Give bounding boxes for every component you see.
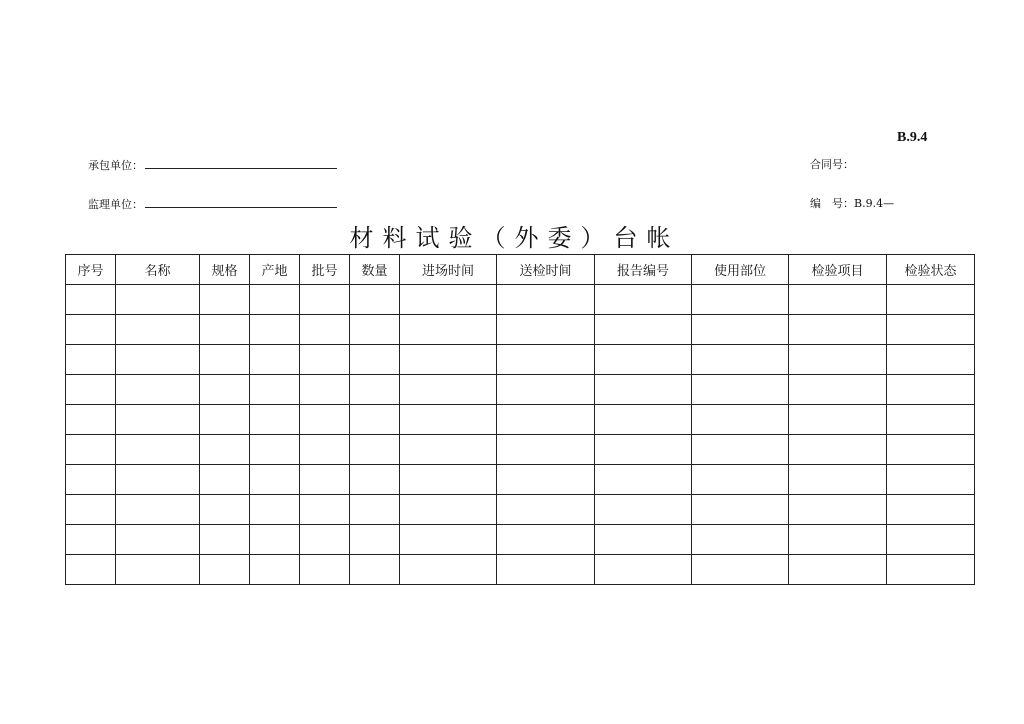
table-cell[interactable] <box>250 495 300 525</box>
table-cell[interactable] <box>595 405 692 435</box>
table-row <box>66 375 975 405</box>
form-code: B.9.4 <box>897 130 928 145</box>
table-cell[interactable] <box>595 465 692 495</box>
table-cell[interactable] <box>200 405 250 435</box>
table-cell[interactable] <box>789 345 887 375</box>
table-cell[interactable] <box>887 285 975 315</box>
table-cell[interactable] <box>789 555 887 585</box>
table-cell[interactable] <box>400 495 497 525</box>
table-cell[interactable] <box>497 495 595 525</box>
table-cell[interactable] <box>350 375 400 405</box>
supervisor-field <box>88 197 337 212</box>
table-cell[interactable] <box>300 405 350 435</box>
table-cell[interactable] <box>250 375 300 405</box>
table-cell[interactable] <box>400 465 497 495</box>
table-cell[interactable] <box>66 285 116 315</box>
table-cell[interactable] <box>116 315 200 345</box>
column-header: 检验状态 <box>887 255 975 285</box>
column-header: 规格 <box>200 255 250 285</box>
table-cell[interactable] <box>116 405 200 435</box>
table-cell[interactable] <box>350 405 400 435</box>
table-cell[interactable] <box>789 435 887 465</box>
table-row <box>66 435 975 465</box>
table-cell[interactable] <box>66 435 116 465</box>
table-cell[interactable] <box>200 285 250 315</box>
table-cell[interactable] <box>116 435 200 465</box>
table-cell[interactable] <box>595 315 692 345</box>
table-cell[interactable] <box>66 525 116 555</box>
table-cell[interactable] <box>116 285 200 315</box>
column-header: 进场时间 <box>400 255 497 285</box>
table-cell[interactable] <box>789 405 887 435</box>
table-row <box>66 315 975 345</box>
table-cell[interactable] <box>350 285 400 315</box>
table-cell[interactable] <box>692 375 789 405</box>
table-cell[interactable] <box>350 525 400 555</box>
table-cell[interactable] <box>789 315 887 345</box>
table-cell[interactable] <box>300 345 350 375</box>
table-cell[interactable] <box>497 555 595 585</box>
table-cell[interactable] <box>350 465 400 495</box>
column-header: 送检时间 <box>497 255 595 285</box>
column-header: 序号 <box>66 255 116 285</box>
table-cell[interactable] <box>400 315 497 345</box>
table-cell[interactable] <box>300 375 350 405</box>
ledger-title: 材料试验（外委）台帐 <box>349 224 680 252</box>
table-cell[interactable] <box>200 465 250 495</box>
table-cell[interactable] <box>200 495 250 525</box>
table-cell[interactable] <box>789 495 887 525</box>
column-header: 使用部位 <box>692 255 789 285</box>
table-cell[interactable] <box>116 465 200 495</box>
table-cell[interactable] <box>116 525 200 555</box>
table-cell[interactable] <box>887 435 975 465</box>
table-cell[interactable] <box>400 345 497 375</box>
table-cell[interactable] <box>66 315 116 345</box>
table-cell[interactable] <box>200 315 250 345</box>
table-cell[interactable] <box>692 495 789 525</box>
table-cell[interactable] <box>200 375 250 405</box>
column-header: 数量 <box>350 255 400 285</box>
table-cell[interactable] <box>497 405 595 435</box>
table-cell[interactable] <box>497 435 595 465</box>
table-cell[interactable] <box>300 465 350 495</box>
table-cell[interactable] <box>595 495 692 525</box>
table-cell[interactable] <box>400 375 497 405</box>
table-cell[interactable] <box>595 435 692 465</box>
supervisor-label: 监理单位： <box>88 198 143 211</box>
table-cell[interactable] <box>692 555 789 585</box>
column-header: 批号 <box>300 255 350 285</box>
column-header: 产地 <box>250 255 300 285</box>
table-cell[interactable] <box>66 345 116 375</box>
contractor-label: 承包单位： <box>88 159 143 172</box>
table-cell[interactable] <box>789 525 887 555</box>
number-label: 编 号：B.9.4— <box>810 197 895 210</box>
ledger-table <box>65 254 975 585</box>
table-cell[interactable] <box>350 555 400 585</box>
table-cell[interactable] <box>887 375 975 405</box>
table-cell[interactable] <box>200 555 250 585</box>
table-row <box>66 525 975 555</box>
table-cell[interactable] <box>66 405 116 435</box>
table-cell[interactable] <box>300 315 350 345</box>
table-cell[interactable] <box>497 285 595 315</box>
ledger-body <box>66 285 975 585</box>
contract-no-label: 合同号： <box>810 158 854 171</box>
table-cell[interactable] <box>692 405 789 435</box>
table-cell[interactable] <box>200 435 250 465</box>
table-cell[interactable] <box>789 375 887 405</box>
table-cell[interactable] <box>200 525 250 555</box>
table-row <box>66 345 975 375</box>
table-cell[interactable] <box>887 465 975 495</box>
table-cell[interactable] <box>116 495 200 525</box>
table-row <box>66 555 975 585</box>
table-cell[interactable] <box>300 285 350 315</box>
table-cell[interactable] <box>400 435 497 465</box>
table-cell[interactable] <box>200 345 250 375</box>
table-cell[interactable] <box>692 315 789 345</box>
table-cell[interactable] <box>595 345 692 375</box>
column-header: 检验项目 <box>789 255 887 285</box>
table-cell[interactable] <box>595 285 692 315</box>
table-cell[interactable] <box>692 525 789 555</box>
table-cell[interactable] <box>692 435 789 465</box>
table-cell[interactable] <box>887 525 975 555</box>
table-cell[interactable] <box>595 525 692 555</box>
table-row <box>66 495 975 525</box>
table-cell[interactable] <box>350 315 400 345</box>
table-cell[interactable] <box>789 285 887 315</box>
table-cell[interactable] <box>250 315 300 345</box>
table-cell[interactable] <box>66 555 116 585</box>
table-row <box>66 405 975 435</box>
table-cell[interactable] <box>400 525 497 555</box>
header-row <box>66 255 975 285</box>
table-cell[interactable] <box>250 435 300 465</box>
table-cell[interactable] <box>497 375 595 405</box>
table-cell[interactable] <box>692 345 789 375</box>
column-header: 名称 <box>116 255 200 285</box>
table-cell[interactable] <box>250 465 300 495</box>
table-cell[interactable] <box>250 345 300 375</box>
contractor-field <box>88 158 337 173</box>
table-cell[interactable] <box>400 405 497 435</box>
table-cell[interactable] <box>497 465 595 495</box>
table-cell[interactable] <box>66 495 116 525</box>
table-cell[interactable] <box>300 555 350 585</box>
contract-no-field <box>810 158 854 172</box>
table-cell[interactable] <box>350 435 400 465</box>
table-cell[interactable] <box>66 375 116 405</box>
table-cell[interactable] <box>887 555 975 585</box>
table-cell[interactable] <box>250 285 300 315</box>
table-cell[interactable] <box>350 495 400 525</box>
table-row <box>66 465 975 495</box>
table-cell[interactable] <box>300 435 350 465</box>
table-cell[interactable] <box>350 345 400 375</box>
table-cell[interactable] <box>887 495 975 525</box>
table-cell[interactable] <box>116 555 200 585</box>
table-cell[interactable] <box>497 525 595 555</box>
table-cell[interactable] <box>595 375 692 405</box>
table-cell[interactable] <box>887 405 975 435</box>
table-cell[interactable] <box>116 345 200 375</box>
table-cell[interactable] <box>400 555 497 585</box>
table-cell[interactable] <box>66 465 116 495</box>
table-cell[interactable] <box>250 525 300 555</box>
contractor-input-line[interactable] <box>145 158 337 169</box>
table-cell[interactable] <box>300 495 350 525</box>
table-cell[interactable] <box>887 345 975 375</box>
table-cell[interactable] <box>497 345 595 375</box>
table-cell[interactable] <box>692 465 789 495</box>
table-cell[interactable] <box>250 555 300 585</box>
table-cell[interactable] <box>116 375 200 405</box>
column-header: 报告编号 <box>595 255 692 285</box>
table-cell[interactable] <box>400 285 497 315</box>
supervisor-input-line[interactable] <box>145 197 337 208</box>
table-cell[interactable] <box>250 405 300 435</box>
table-cell[interactable] <box>595 555 692 585</box>
number-field <box>810 197 894 211</box>
table-cell[interactable] <box>497 315 595 345</box>
table-cell[interactable] <box>887 315 975 345</box>
table-cell[interactable] <box>300 525 350 555</box>
table-cell[interactable] <box>692 285 789 315</box>
table-cell[interactable] <box>789 465 887 495</box>
table-row <box>66 285 975 315</box>
